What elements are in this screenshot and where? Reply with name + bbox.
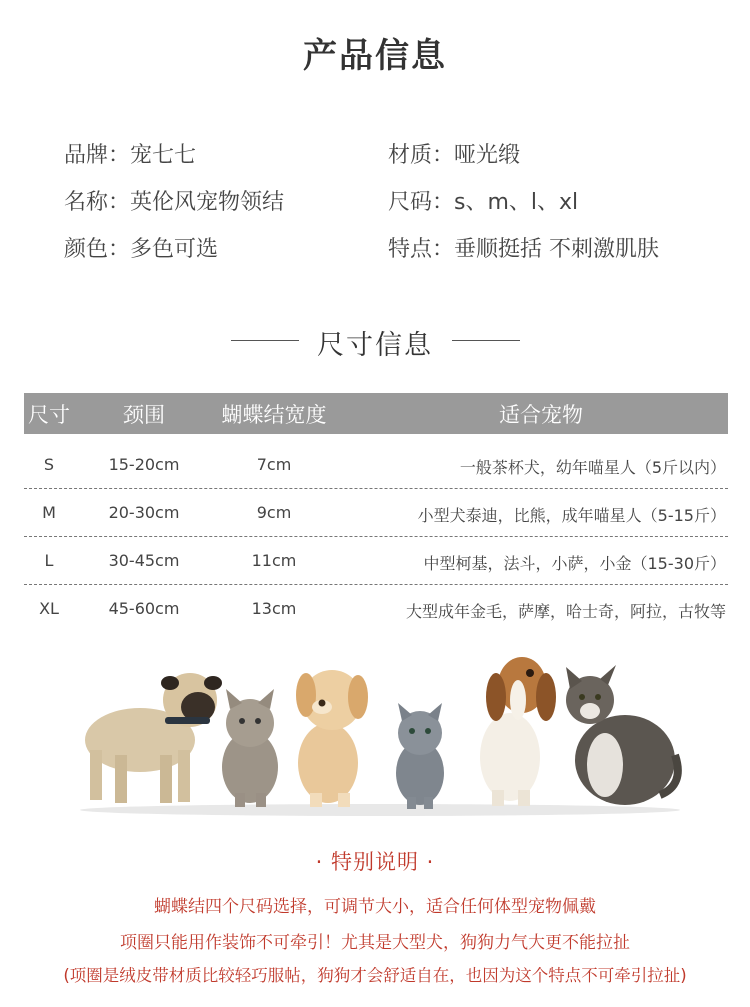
special-note-line: (项圈是绒皮带材质比较轻巧服帖，狗狗才会舒适自在，也因为这个特点不可牵引拉扯) <box>63 966 687 985</box>
table-row <box>24 538 728 586</box>
cell-bow-width: 11cm <box>251 551 297 570</box>
cell-bow-width: 13cm <box>251 599 297 618</box>
tabby-cat-image <box>566 665 678 805</box>
cell-size: S <box>43 455 55 474</box>
puppy-image <box>296 670 368 807</box>
spec-feature: 特点：垂顺挺括 不刺激肌肤 <box>388 237 659 262</box>
cell-size: XL <box>39 599 59 618</box>
header-bow-width: 蝴蝶结宽度 <box>221 403 327 427</box>
cell-suitable-pet: 大型成年金毛，萨摩，哈士奇，阿拉，古牧等 <box>405 602 726 621</box>
cell-size: M <box>42 503 56 522</box>
size-section-title: 尺寸信息 <box>317 330 433 361</box>
spec-color: 颜色：多色可选 <box>64 237 219 262</box>
cell-neck: 15-20cm <box>108 455 180 474</box>
header-suitable-pet: 适合宠物 <box>499 403 583 427</box>
size-table-header <box>24 393 728 434</box>
header-size: 尺寸 <box>28 403 70 427</box>
page-title: 产品信息 <box>303 36 447 76</box>
cell-neck: 20-30cm <box>108 503 180 522</box>
row-divider <box>24 488 728 489</box>
heading-divider-left <box>231 340 299 341</box>
size-section-heading <box>0 321 750 361</box>
pets-photo <box>60 645 690 820</box>
row-divider <box>24 536 728 537</box>
cell-suitable-pet: 中型柯基，法斗，小萨，小金（15-30斤） <box>423 554 726 573</box>
tabby-kitten-image <box>222 689 278 807</box>
table-row <box>24 442 728 490</box>
spec-size: 尺码：s、m、l、xl <box>388 190 579 215</box>
spec-brand: 品牌：宠七七 <box>64 143 197 168</box>
table-row <box>24 490 728 538</box>
special-note-line: 项圈只能用作装饰不可牵引！尤其是大型犬，狗狗力气大更不能拉扯 <box>120 933 630 953</box>
row-divider <box>24 584 728 585</box>
cell-bow-width: 7cm <box>256 455 292 474</box>
table-row <box>24 586 728 634</box>
header-neck: 颈围 <box>123 403 165 427</box>
cell-suitable-pet: 一般茶杯犬，幼年喵星人（5斤以内） <box>459 458 726 477</box>
pug-image <box>85 673 222 803</box>
grey-kitten-image <box>396 703 444 809</box>
beagle-image <box>480 657 556 806</box>
spec-name: 名称：英伦风宠物领结 <box>64 190 285 215</box>
special-note-title: · 特别说明 · <box>315 850 435 874</box>
special-note-line: 蝴蝶结四个尺码选择，可调节大小，适合任何体型宠物佩戴 <box>154 897 596 917</box>
heading-divider-right <box>452 340 520 341</box>
cell-neck: 30-45cm <box>108 551 180 570</box>
cell-bow-width: 9cm <box>256 503 292 522</box>
cell-size: L <box>44 551 54 570</box>
spec-material: 材质：哑光缎 <box>388 143 521 168</box>
cell-neck: 45-60cm <box>108 599 180 618</box>
cell-suitable-pet: 小型犬泰迪，比熊，成年喵星人（5-15斤） <box>417 506 726 525</box>
